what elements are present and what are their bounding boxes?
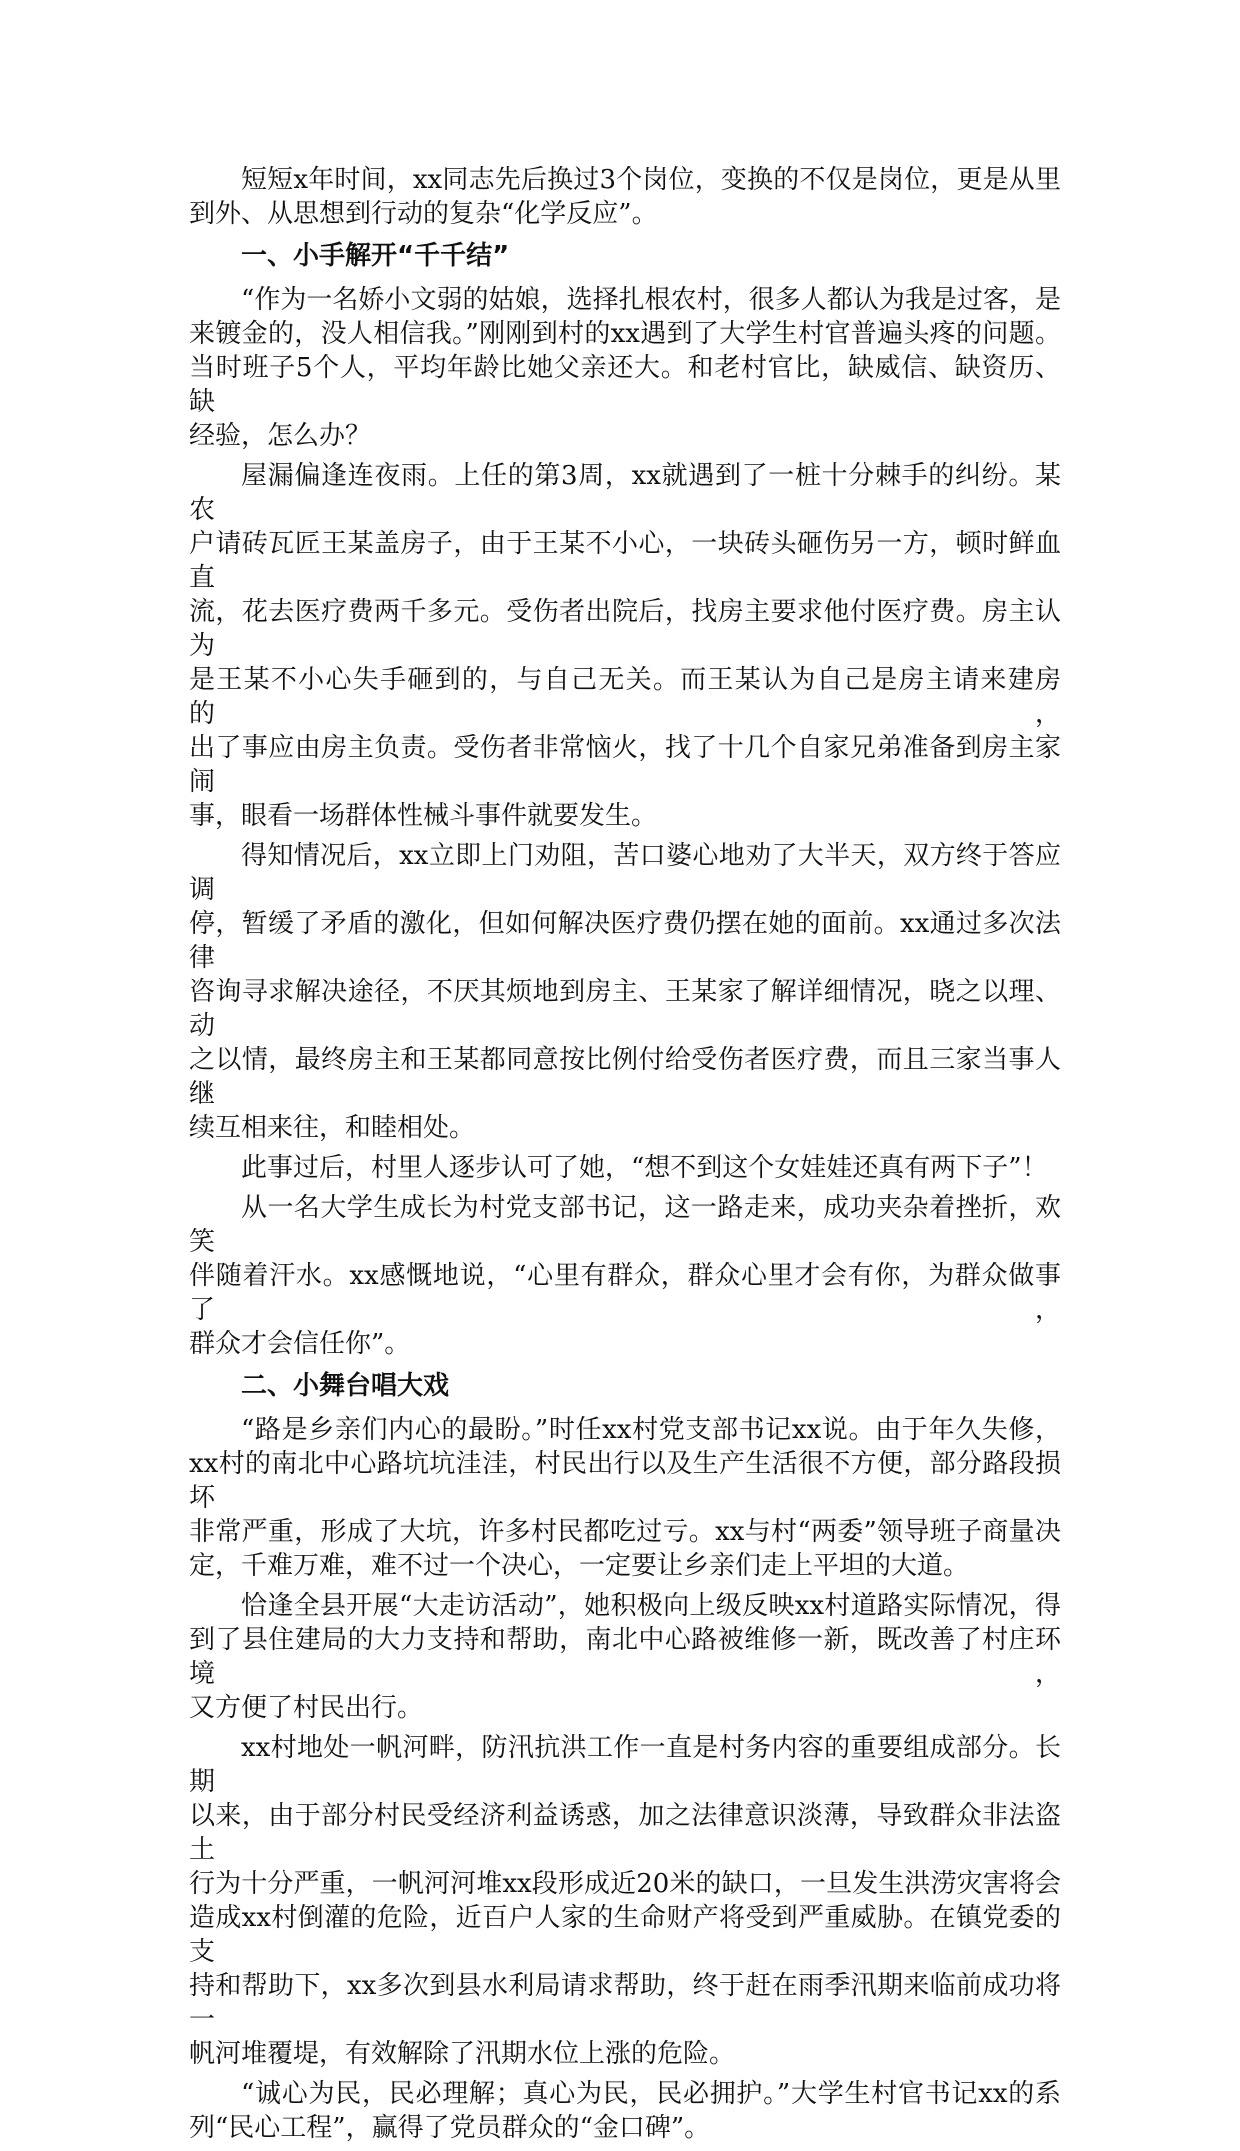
text-line: xx村的南北中心路坑坑洼洼，村民出行以及生产生活很不方便，部分路段损坏	[189, 1449, 1061, 1513]
paragraph	[189, 459, 1061, 833]
document-page	[189, 0, 1061, 2145]
text-line: 列“民心工程”，赢得了党员群众的“金口碑”。	[189, 2113, 711, 2143]
text-line: 以来，由于部分村民受经济利益诱惑，加之法律意识淡薄，导致群众非法盗土	[189, 1801, 1061, 1865]
text-line: “诚心为民，民必理解；真心为民，民必拥护。”大学生村官书记xx的系	[241, 2079, 1061, 2109]
text-line: 从一名大学生成长为村党支部书记，这一路走来，成功夹杂着挫折，欢笑	[189, 1193, 1061, 1257]
text-line: 续互相来往，和睦相处。	[189, 1113, 476, 1143]
text-line: 之以情，最终房主和王某都同意按比例付给受伤者医疗费，而且三家当事人继	[189, 1045, 1061, 1109]
paragraph	[189, 1413, 1061, 1583]
section-heading	[189, 1369, 1061, 1403]
text-line: 造成xx村倒灌的危险，近百户人家的生命财产将受到严重威胁。在镇党委的支	[189, 1903, 1061, 1967]
paragraph	[189, 283, 1061, 453]
text-line: 事，眼看一场群体性械斗事件就要发生。	[189, 801, 658, 831]
section-heading	[189, 239, 1061, 273]
text-line: 流，花去医疗费两千多元。受伤者出院后，找房主要求他付医疗费。房主认为	[189, 597, 1061, 661]
text-line: 定，千难万难，难不过一个决心，一定要让乡亲们走上平坦的大道。	[189, 1551, 970, 1581]
text-line: xx村地处一帆河畔，防汛抗洪工作一直是村务内容的重要组成部分。长期	[189, 1733, 1061, 1797]
text-line: 来镀金的，没人相信我。”刚刚到村的xx遇到了大学生村官普遍头疼的问题。	[189, 319, 1061, 349]
text-line: 群众才会信任你”。	[189, 1329, 411, 1359]
text-line: 经验，怎么办？	[189, 421, 372, 451]
text-line: 短短x年时间，xx同志先后换过3个岗位，变换的不仅是岗位，更是从里	[241, 165, 1061, 195]
text-line: 持和帮助下，xx多次到县水利局请求帮助，终于赶在雨季汛期来临前成功将一	[189, 1971, 1061, 2035]
text-line: 伴随着汗水。xx感慨地说，“心里有群众，群众心里才会有你，为群众做事了，	[189, 1261, 1061, 1325]
paragraph	[189, 163, 1061, 231]
text-line: 非常严重，形成了大坑，许多村民都吃过亏。xx与村“两委”领导班子商量决	[189, 1517, 1061, 1547]
text-line: 又方便了村民出行。	[189, 1693, 424, 1723]
text-line: 恰逢全县开展“大走访活动”，她积极向上级反映xx村道路实际情况，得	[241, 1591, 1061, 1621]
text-line: 是王某不小心失手砸到的，与自己无关。而王某认为自己是房主请来建房的，	[189, 665, 1061, 729]
paragraph	[189, 1151, 1061, 1185]
text-line: 到了县住建局的大力支持和帮助，南北中心路被维修一新，既改善了村庄环境，	[189, 1625, 1061, 1689]
text-line: 二、小舞台唱大戏	[241, 1371, 450, 1401]
text-line: 到外、从思想到行动的复杂“化学反应”。	[189, 199, 658, 229]
paragraph	[189, 1589, 1061, 1725]
paragraph	[189, 2077, 1061, 2145]
text-line: “路是乡亲们内心的最盼。”时任xx村党支部书记xx说。由于年久失修，	[241, 1415, 1061, 1445]
text-line: 停，暂缓了矛盾的激化，但如何解决医疗费仍摆在她的面前。xx通过多次法律	[189, 909, 1061, 973]
text-line: 出了事应由房主负责。受伤者非常恼火，找了十几个自家兄弟准备到房主家闹	[189, 733, 1061, 797]
text-line: 一、小手解开“千千结”	[241, 241, 510, 271]
text-line: 户请砖瓦匠王某盖房子，由于王某不小心，一块砖头砸伤另一方，顿时鲜血直	[189, 529, 1061, 593]
text-line: “作为一名娇小文弱的姑娘，选择扎根农村，很多人都认为我是过客，是	[241, 285, 1061, 315]
paragraph	[189, 839, 1061, 1145]
paragraph	[189, 1191, 1061, 1361]
paragraph	[189, 1731, 1061, 2071]
text-line: 此事过后，村里人逐步认可了她，“想不到这个女娃娃还真有两下子”！	[241, 1153, 1048, 1183]
text-line: 得知情况后，xx立即上门劝阻，苦口婆心地劝了大半天，双方终于答应调	[189, 841, 1061, 905]
text-line: 帆河堆覆堤，有效解除了汛期水位上涨的危险。	[189, 2039, 736, 2069]
text-line: 当时班子5个人，平均年龄比她父亲还大。和老村官比，缺威信、缺资历、缺	[189, 353, 1061, 417]
text-line: 咨询寻求解决途径，不厌其烦地到房主、王某家了解详细情况，晓之以理、动	[189, 977, 1061, 1041]
text-line: 行为十分严重，一帆河河堆xx段形成近20米的缺口，一旦发生洪涝灾害将会	[189, 1869, 1061, 1899]
text-line: 屋漏偏逢连夜雨。上任的第3周，xx就遇到了一桩十分棘手的纠纷。某农	[189, 461, 1061, 525]
